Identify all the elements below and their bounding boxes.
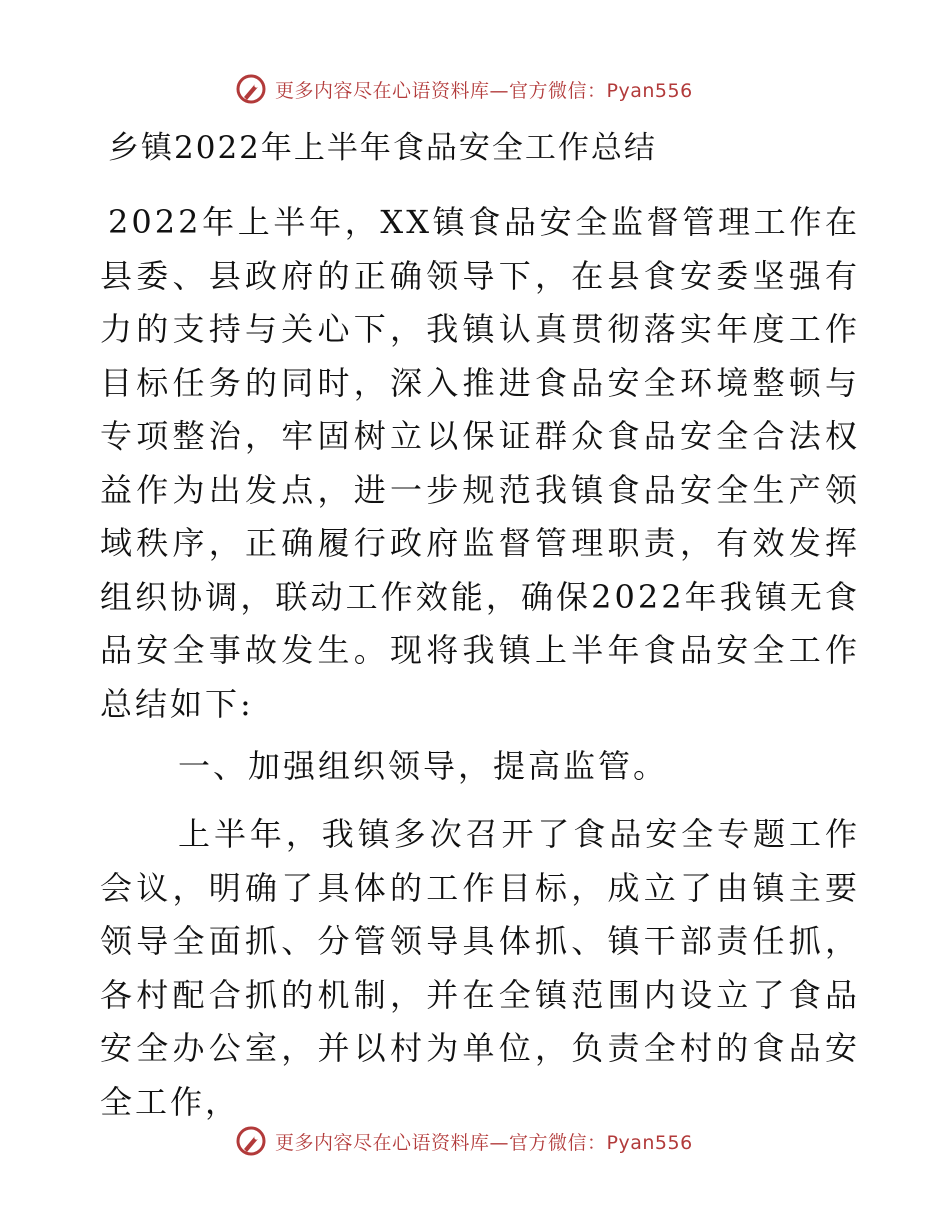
pen-nib-logo-icon [235, 1125, 267, 1157]
pen-nib-logo-icon [235, 73, 267, 105]
watermark-text: 更多内容尽在心语资料库—官方微信：Pyan556 [275, 1131, 693, 1154]
intro-paragraph: 2022年上半年，XX镇食品安全监督管理工作在县委、县政府的正确领导下，在县食安委坚强有力的支持与关心下，我镇认真贯彻落实年度工作目标任务的同时，深入推进食品安全环境整顿与专项整治，牢固树立以保证群众食品安全合法权益作为出发点，进一步规范我镇食品安全生产领域秩序，正确履行政府监督管理职责，有效发挥组织协调，联动工作效能，确保2022年我镇无食品安全事故发生。现将我镇上半年食品安全工作总结如下: [100, 203, 860, 723]
section-heading-1: 一、加强组织领导，提高监管。 [178, 747, 669, 785]
section-1-paragraph: 上半年，我镇多次召开了食品安全专题工作会议，明确了具体的工作目标，成立了由镇主要领导全面抓、分管领导具体抓、镇干部责任抓，各村配合抓的机制，并在全镇范围内设立了食品安全办公室，并以村为单位，负责全村的食品安全工作， [100, 815, 860, 1121]
watermark-text: 更多内容尽在心语资料库—官方微信：Pyan556 [275, 79, 693, 102]
footer-watermark [235, 1124, 693, 1158]
document-title: 乡镇2022年上半年食品安全工作总结 [108, 130, 657, 166]
header-watermark [235, 72, 693, 106]
